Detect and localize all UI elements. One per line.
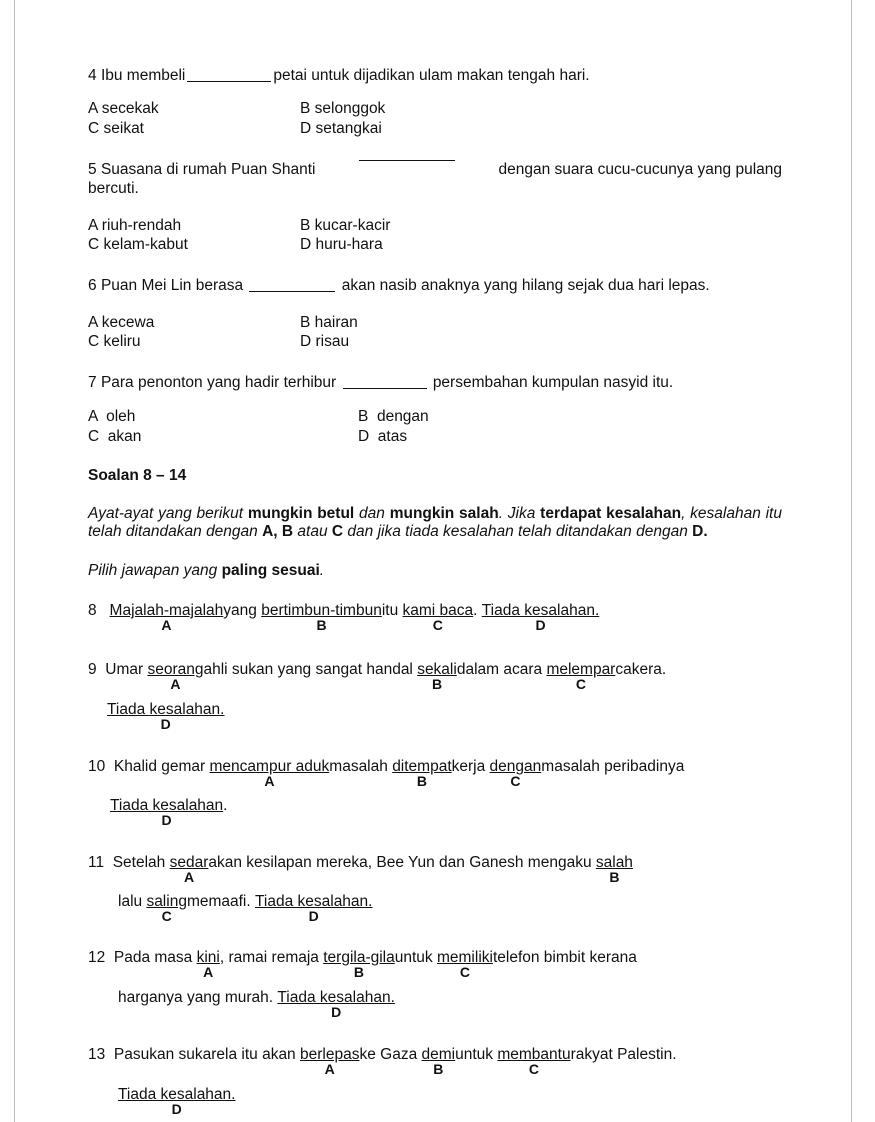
q4-option-d[interactable]: D setangkai — [300, 120, 382, 137]
q9-option-b[interactable]: sekali B — [417, 661, 457, 692]
q7-option-b[interactable]: B dengan — [358, 408, 429, 425]
q8-option-d[interactable]: Tiada kesalahan. D — [481, 602, 600, 633]
q6-option-d[interactable]: D risau — [300, 333, 350, 350]
q10-option-c[interactable]: dengan C — [489, 758, 542, 789]
question-11: 11 Setelah sedar A akan kesilapan mereka, Bee Yun dan Ganesh mengaku salah B — [88, 854, 633, 885]
q13-option-c[interactable]: membantu C — [497, 1046, 571, 1077]
q8-option-c[interactable]: kami baca C — [402, 602, 474, 633]
question-9: 9 Umar seorang A ahli sukan yang sangat handal sekali B dalam acara melempar C cakera. — [88, 661, 667, 692]
question-9-line2 — [107, 700, 225, 732]
question-12: 12 Pada masa kini A , ramai remaja tergila-gila B untuk memiliki C telefon bimbit kerana — [88, 949, 637, 980]
question-13-line2 — [118, 1085, 236, 1117]
q12-option-a[interactable]: kini A — [196, 949, 220, 980]
q6-option-c[interactable]: C keliru — [88, 333, 141, 350]
q11-option-c[interactable]: saling C — [146, 893, 187, 924]
q13-option-b[interactable]: demi B — [421, 1046, 456, 1077]
section-instructions-2: Pilih jawapan yang paling sesuai. — [88, 562, 325, 579]
q7-option-a[interactable]: A oleh — [88, 408, 136, 425]
q11-option-a[interactable]: sedar A — [169, 854, 209, 885]
answer-blank — [187, 81, 271, 82]
q10-option-a[interactable]: mencampur aduk A — [209, 758, 330, 789]
q8-option-a[interactable]: Majalah-majalah A — [109, 602, 224, 633]
q6-option-b[interactable]: B hairan — [300, 314, 358, 331]
question-13: 13 Pasukan sukarela itu akan berlepas A ke Gaza demi B untuk membantu C rakyat Palestin. — [88, 1046, 677, 1077]
q13-option-d[interactable]: Tiada kesalahan. D — [118, 1086, 236, 1117]
q6-option-a[interactable]: A kecewa — [88, 314, 155, 331]
q11-option-b[interactable]: salah B — [595, 854, 633, 885]
q12-option-d[interactable]: Tiada kesalahan. D — [277, 989, 395, 1020]
q5-option-a[interactable]: A riuh-rendah — [88, 217, 182, 234]
q12-option-c[interactable]: memiliki C — [436, 949, 493, 980]
q9-option-a[interactable]: seorang A — [147, 661, 204, 692]
q10-option-d[interactable]: Tiada kesalahan D — [110, 797, 224, 828]
q5-option-b[interactable]: B kucar-kacir — [300, 217, 391, 234]
q7-option-d[interactable]: D atas — [358, 428, 408, 445]
q10-option-b[interactable]: ditempat B — [392, 758, 452, 789]
q12-option-b[interactable]: tergila-gila B — [323, 949, 395, 980]
q13-option-a[interactable]: berlepas A — [300, 1046, 360, 1077]
page-border-right — [851, 0, 852, 1122]
q5-option-d[interactable]: D huru-hara — [300, 236, 383, 253]
q4-option-a[interactable]: A secekak — [88, 100, 159, 117]
question-6: 6 Puan Mei Lin berasa akan nasib anaknya yang hilang sejak dua hari lepas. — [88, 277, 710, 294]
q5-option-c[interactable]: C kelam-kabut — [88, 236, 188, 253]
answer-blank — [359, 160, 455, 161]
question-11-line2: lalu saling C memaafi. Tiada kesalahan. D — [118, 893, 373, 924]
section-instructions: Ayat-ayat yang berikut mungkin betul dan mungkin salah. Jika terdapat kesalahan, kesalahan itu telah ditandakan dengan A, B atau C dan jika tiada kesalahan telah ditandakan dengan D. — [88, 505, 782, 540]
q9-option-c[interactable]: melempar C — [546, 661, 616, 692]
question-8: 8 Majalah-majalah A yang bertimbun-timbun B itu kami baca C . Tiada kesalahan. D — [88, 602, 600, 633]
question-10: 10 Khalid gemar mencampur aduk A masalah ditempat B kerja dengan C masalah peribadinya — [88, 758, 685, 789]
question-4: 4 Ibu membeli petai untuk dijadikan ulam makan tengah hari. — [88, 67, 590, 84]
answer-blank — [249, 291, 335, 292]
section-title: Soalan 8 – 14 — [88, 467, 187, 484]
question-5: 5 Suasana di rumah Puan Shanti dengan suara cucu-cucunya yang pulang bercuti. — [88, 161, 782, 197]
q4-option-b[interactable]: B selonggok — [300, 100, 386, 117]
q11-option-d[interactable]: Tiada kesalahan. D — [255, 893, 373, 924]
question-10-line2: Tiada kesalahan D . — [110, 797, 228, 828]
q9-option-d[interactable]: Tiada kesalahan. D — [107, 701, 225, 732]
q7-option-c[interactable]: C akan — [88, 428, 142, 445]
q4-option-c[interactable]: C seikat — [88, 120, 144, 137]
question-7: 7 Para penonton yang hadir terhibur persembahan kumpulan nasyid itu. — [88, 374, 674, 391]
page-border-left — [14, 0, 15, 1122]
answer-blank — [343, 388, 427, 389]
q8-option-b[interactable]: bertimbun-timbun B — [261, 602, 382, 633]
question-12-line2: harganya yang murah. Tiada kesalahan. D — [118, 989, 395, 1020]
